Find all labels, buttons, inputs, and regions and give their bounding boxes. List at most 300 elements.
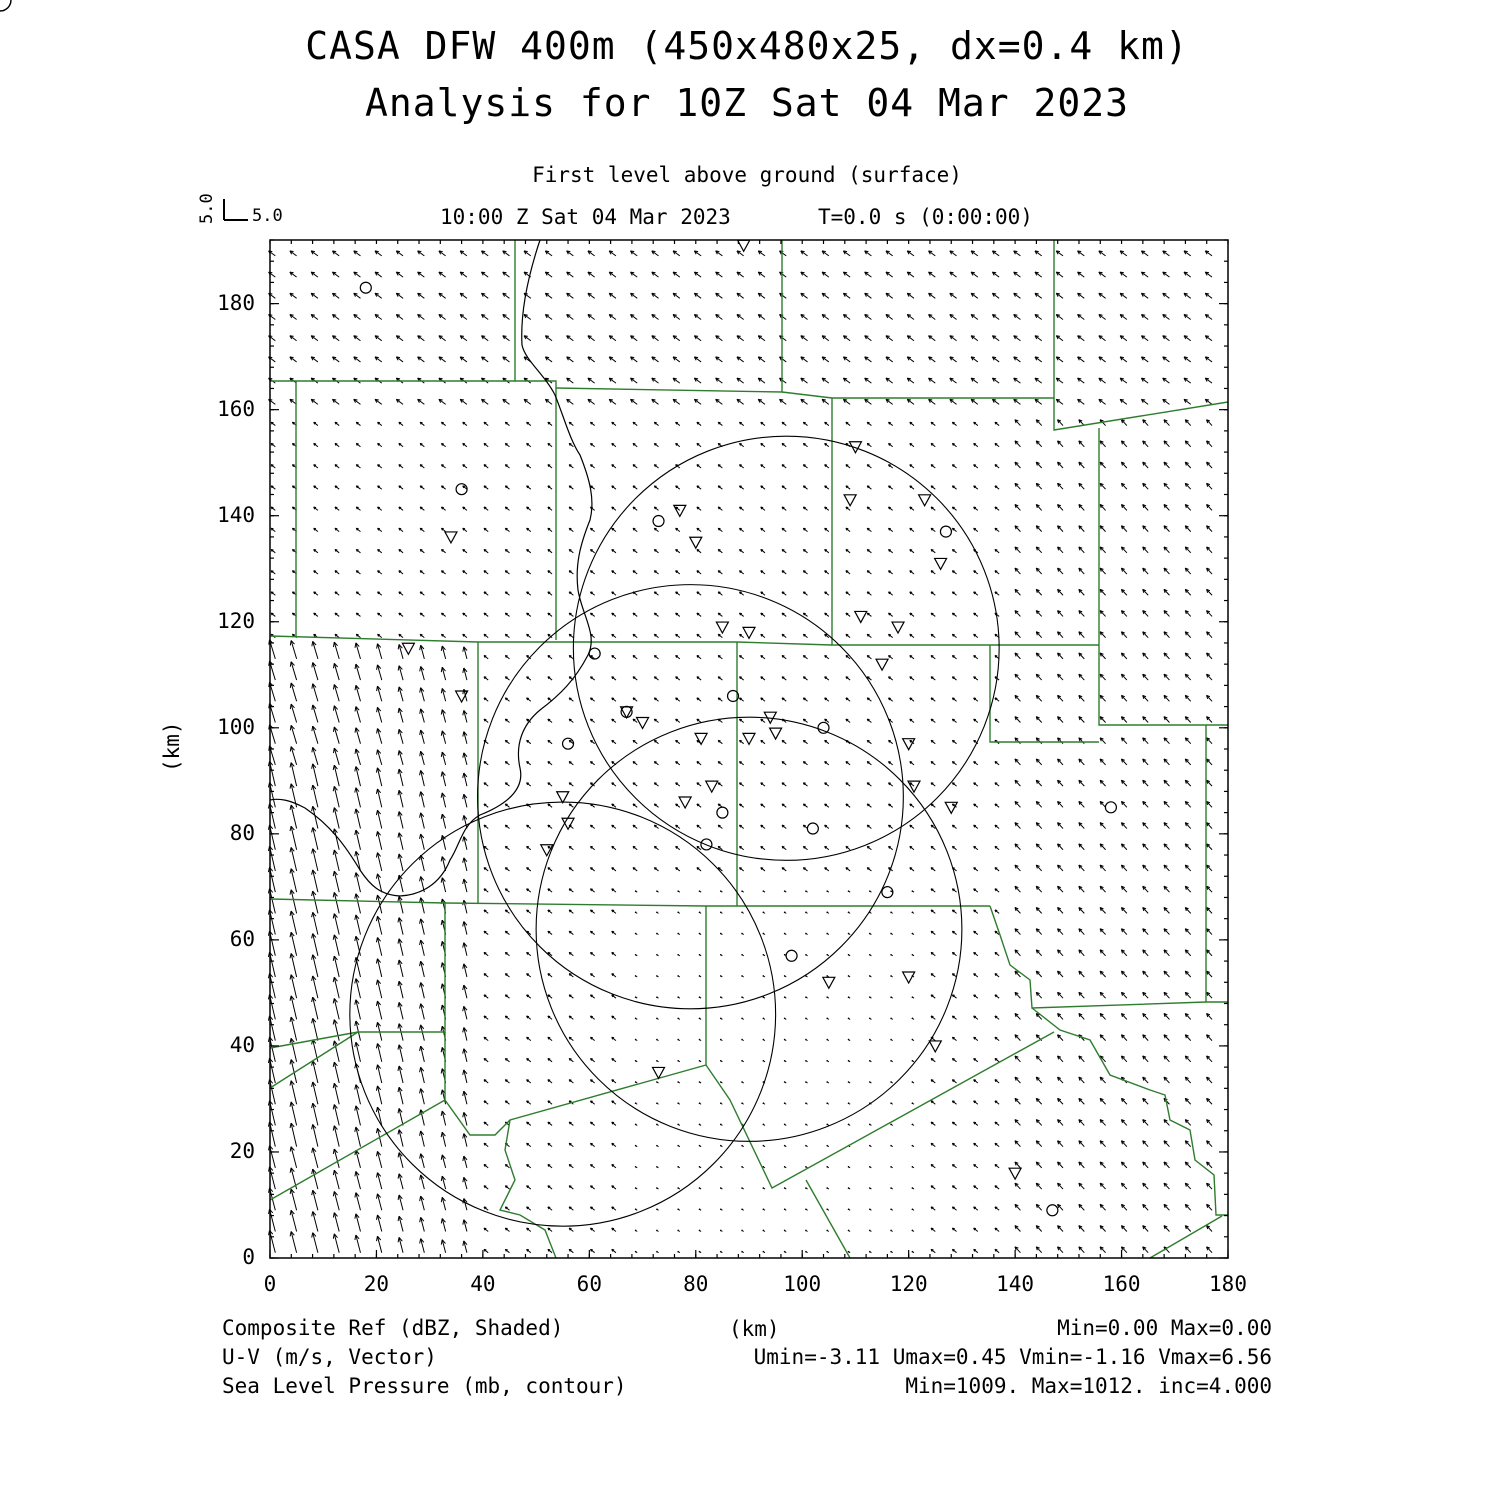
wind-vector: [398, 1066, 403, 1083]
wind-vector: [375, 314, 382, 319]
wind-vector: [843, 378, 850, 383]
wind-vector: [635, 1251, 637, 1252]
wind-vector: [1015, 950, 1020, 956]
wind-vector: [739, 783, 743, 786]
wind-vector: [376, 1236, 381, 1253]
wind-vector: [846, 507, 850, 510]
wind-vector: [1036, 632, 1041, 638]
wind-vector: [865, 314, 872, 319]
wind-vector: [931, 1186, 935, 1189]
station-circle-marker: [653, 516, 664, 527]
wind-vector: [1014, 314, 1021, 319]
wind-vector: [952, 1058, 956, 1061]
wind-vector: [1185, 1183, 1190, 1189]
wind-vector: [527, 613, 531, 616]
wind-vector: [1035, 378, 1042, 383]
wind-vector: [992, 357, 999, 362]
wind-vector: [1036, 759, 1041, 765]
wind-vector: [1079, 1183, 1084, 1189]
wind-vector: [1143, 929, 1148, 935]
wind-vector: [590, 422, 594, 425]
wind-vector: [484, 571, 488, 574]
wind-vector: [312, 849, 318, 871]
wind-vector: [761, 507, 765, 510]
wind-vector: [612, 825, 616, 828]
wind-vector: [891, 1145, 893, 1146]
wind-vector: [995, 783, 999, 786]
wind-vector: [739, 804, 743, 807]
wind-vector: [484, 1101, 488, 1104]
wind-vector: [505, 804, 509, 807]
wind-vector: [931, 931, 935, 934]
wind-vector: [1121, 823, 1126, 829]
wind-vector: [1015, 717, 1020, 723]
wind-vector: [889, 465, 893, 468]
wind-vector: [271, 528, 275, 531]
wind-vector: [439, 399, 446, 404]
wind-vector: [569, 422, 573, 425]
wind-vector: [699, 954, 701, 955]
wind-vector: [612, 1016, 616, 1019]
wind-vector: [290, 1231, 296, 1252]
wind-vector: [1205, 336, 1212, 341]
wind-vector: [1120, 378, 1127, 383]
wind-vector: [612, 1080, 616, 1083]
wind-vector: [995, 804, 999, 807]
wind-vector: [931, 1165, 935, 1168]
wind-vector: [697, 656, 701, 659]
wind-vector: [1207, 865, 1212, 871]
wind-vector: [1207, 632, 1212, 638]
wind-vector: [1184, 336, 1191, 341]
wind-vector: [312, 934, 318, 956]
wind-vector: [1164, 1204, 1169, 1210]
wind-vector: [1058, 950, 1063, 956]
wind-vector: [676, 825, 680, 828]
station-circle-marker: [456, 484, 467, 495]
wind-vector: [782, 592, 786, 595]
wind-vector: [441, 443, 445, 446]
wind-vector: [995, 868, 999, 871]
wind-vector: [1015, 589, 1020, 595]
wind-vector: [377, 644, 382, 659]
wind-vector: [463, 1134, 467, 1147]
wind-vector: [827, 1018, 829, 1019]
wind-vector: [1164, 1035, 1169, 1041]
wind-vector: [891, 1167, 893, 1168]
wind-vector: [1207, 759, 1212, 765]
wind-vector: [420, 898, 425, 914]
wind-vector: [290, 1147, 296, 1168]
wind-vector: [1058, 907, 1063, 913]
wind-vector: [356, 443, 360, 446]
wind-vector: [931, 910, 935, 913]
wind-vector: [676, 422, 680, 425]
wind-vector: [567, 251, 574, 256]
wind-vector: [803, 783, 807, 786]
wind-vector: [931, 507, 935, 510]
wind-vector: [290, 826, 297, 850]
wind-vector: [971, 399, 978, 404]
wind-vector: [569, 1037, 573, 1040]
wind-vector: [376, 789, 381, 807]
wind-vector: [312, 684, 318, 702]
wind-vector: [420, 645, 425, 659]
wind-vector: [889, 422, 893, 425]
wind-vector: [694, 293, 701, 298]
wind-vector: [869, 891, 871, 892]
wind-vector: [1058, 1183, 1063, 1189]
wind-vector: [484, 762, 488, 765]
wind-vector: [333, 1020, 339, 1041]
wind-vector: [805, 891, 807, 892]
wind-vector: [1143, 589, 1148, 595]
wind-vector: [631, 357, 638, 362]
wind-vector: [333, 642, 339, 659]
wind-vector: [869, 1188, 871, 1189]
wind-vector: [355, 1021, 361, 1041]
wind-vector: [974, 1122, 978, 1125]
wind-vector: [931, 486, 935, 489]
wind-vector: [1185, 462, 1190, 468]
wind-vector: [376, 1001, 381, 1019]
wind-vector: [761, 422, 765, 425]
wind-vector: [290, 953, 297, 977]
station-circle-marker: [589, 648, 600, 659]
pressure-contours: [270, 240, 592, 896]
y-tick-label: 140: [217, 502, 255, 527]
wind-vector: [720, 1167, 722, 1168]
wind-vector: [290, 763, 297, 787]
wind-vector: [910, 613, 914, 616]
wind-vector: [1100, 1226, 1105, 1232]
wind-vector: [569, 1122, 573, 1125]
wind-vector: [1100, 695, 1105, 701]
wind-vector: [843, 357, 850, 362]
station-triangle-marker: [770, 728, 782, 739]
wind-vector: [484, 1207, 488, 1210]
wind-vector: [720, 933, 722, 934]
wind-vector: [805, 933, 807, 934]
wind-vector: [1164, 653, 1169, 659]
wind-vector: [1036, 1141, 1041, 1147]
wind-vector: [375, 336, 382, 341]
wind-vector: [737, 272, 744, 277]
wind-vector: [742, 976, 744, 977]
wind-vector: [910, 507, 914, 510]
wind-vector: [995, 507, 999, 510]
wind-vector: [484, 1016, 488, 1019]
wind-vector: [633, 698, 637, 701]
wind-vector: [697, 698, 701, 701]
wind-vector: [952, 592, 956, 595]
station-circle-marker: [717, 807, 728, 818]
wind-vector: [505, 1249, 509, 1252]
wind-vector: [697, 825, 701, 828]
wind-vector: [378, 443, 382, 446]
wind-vector: [995, 825, 999, 828]
wind-vector: [356, 422, 360, 425]
wind-vector: [739, 443, 743, 446]
wind-vector: [1143, 420, 1148, 426]
wind-vector: [420, 1025, 425, 1041]
wind-vector: [1121, 1204, 1126, 1210]
wind-vector: [763, 997, 765, 998]
wind-vector: [763, 976, 765, 977]
wind-vector: [931, 719, 935, 722]
wind-vector: [1036, 1098, 1041, 1104]
wind-vector: [1058, 462, 1063, 468]
wind-vector: [1121, 462, 1126, 468]
wind-vector: [780, 314, 787, 319]
wind-vector: [763, 933, 765, 934]
wind-vector: [718, 592, 722, 595]
wind-vector: [527, 1058, 531, 1061]
wind-vector: [333, 1104, 339, 1125]
wind-vector: [950, 272, 957, 277]
wind-vector: [548, 889, 552, 892]
wind-vector: [869, 1018, 871, 1019]
wind-vector: [441, 507, 445, 510]
wind-vector: [974, 1249, 978, 1252]
wind-vector: [590, 1207, 594, 1210]
wind-vector: [1058, 844, 1063, 850]
wind-vector: [420, 940, 425, 956]
wind-vector: [633, 571, 637, 574]
wind-vector: [889, 613, 893, 616]
wind-vector: [527, 1016, 531, 1019]
wind-vector: [995, 1058, 999, 1061]
wind-vector: [314, 507, 318, 510]
wind-vector: [460, 293, 467, 298]
wind-vector: [1079, 801, 1084, 807]
wind-vector: [801, 293, 808, 298]
wind-vector: [567, 314, 574, 319]
wind-vector: [1014, 336, 1021, 341]
wind-vector: [1164, 483, 1169, 489]
wind-vector: [1143, 1056, 1148, 1062]
wind-vector: [652, 314, 659, 319]
wind-vector: [758, 378, 765, 383]
wind-vector: [1036, 568, 1041, 574]
wind-vector: [590, 1080, 594, 1083]
wind-vector: [720, 912, 722, 913]
wind-vector: [912, 1018, 914, 1019]
wind-vector: [825, 868, 829, 871]
wind-vector: [718, 507, 722, 510]
wind-vector: [398, 1002, 403, 1019]
wind-vector: [761, 719, 765, 722]
wind-vector: [333, 1083, 339, 1104]
wind-vector: [1143, 950, 1148, 956]
wind-vector: [441, 731, 445, 744]
wind-vector: [312, 705, 318, 723]
wind-vector: [889, 804, 893, 807]
wind-vector: [548, 465, 552, 468]
wind-vector: [1100, 1098, 1105, 1104]
wind-vector: [1079, 1098, 1084, 1104]
wind-vector: [673, 314, 680, 319]
wind-vector: [1207, 780, 1212, 786]
wind-vector: [290, 1210, 296, 1231]
wind-vector: [652, 272, 659, 277]
wind-vector: [484, 1058, 488, 1061]
wind-vector: [825, 677, 829, 680]
wind-vector: [697, 783, 701, 786]
wind-vector: [1207, 929, 1212, 935]
wind-vector: [827, 891, 829, 892]
wind-vector: [463, 710, 467, 722]
wind-vector: [505, 698, 509, 701]
wind-vector: [612, 931, 616, 934]
wind-vector: [931, 1058, 935, 1061]
wind-vector: [995, 952, 999, 955]
wind-vector: [588, 251, 595, 256]
wind-vector: [463, 1241, 467, 1253]
wind-vector: [782, 762, 786, 765]
wind-vector: [1143, 971, 1148, 977]
wind-vector: [678, 1082, 680, 1083]
wind-vector: [590, 974, 594, 977]
wind-vector: [974, 613, 978, 616]
wind-vector: [333, 663, 339, 680]
wind-vector: [971, 378, 978, 383]
wind-vector: [1014, 251, 1021, 256]
wind-vector: [333, 871, 339, 892]
wind-vector: [676, 571, 680, 574]
wind-vector: [652, 251, 659, 256]
wind-vector: [1120, 357, 1127, 362]
wind-vector: [548, 995, 552, 998]
wind-vector: [463, 613, 467, 616]
wind-vector: [631, 314, 638, 319]
radar-range-ring: [536, 717, 962, 1141]
wind-vector: [910, 762, 914, 765]
wind-vector: [633, 783, 637, 786]
wind-vector: [1036, 483, 1041, 489]
wind-vector: [1079, 717, 1084, 723]
wind-vector: [1207, 844, 1212, 850]
wind-vector: [1058, 929, 1063, 935]
wind-vector: [463, 1049, 467, 1062]
wind-vector: [1185, 695, 1190, 701]
wind-vector: [1058, 886, 1063, 892]
wind-vector: [656, 1018, 658, 1019]
wind-vector: [974, 1186, 978, 1189]
wind-vector: [846, 719, 850, 722]
wind-vector: [355, 894, 361, 914]
wind-vector: [822, 336, 829, 341]
wind-vector: [656, 1060, 658, 1061]
wind-vector: [803, 422, 807, 425]
wind-vector: [588, 399, 595, 404]
wind-vector: [867, 762, 871, 765]
wind-vector: [290, 747, 296, 765]
wind-vector: [290, 805, 297, 829]
wind-vector: [974, 486, 978, 489]
wind-vector: [995, 1249, 999, 1252]
wind-vector: [805, 1209, 807, 1210]
wind-vector: [763, 1124, 765, 1125]
wind-vector: [974, 1080, 978, 1083]
wind-vector: [612, 634, 616, 637]
wind-vector: [782, 507, 786, 510]
wind-vector: [1185, 801, 1190, 807]
wind-vector: [699, 1188, 701, 1189]
wind-vector: [805, 1018, 807, 1019]
wind-vector: [931, 698, 935, 701]
wind-vector: [463, 1220, 467, 1232]
wind-vector: [612, 528, 616, 531]
wind-vector: [590, 443, 594, 446]
wind-vector: [441, 422, 445, 425]
wind-vector: [929, 314, 936, 319]
wind-vector: [763, 891, 765, 892]
wind-vector: [697, 486, 701, 489]
wind-vector: [1164, 780, 1169, 786]
wind-vector: [1143, 759, 1148, 765]
wind-vector: [333, 850, 339, 871]
wind-vector: [995, 1143, 999, 1146]
wind-vector: [463, 773, 467, 786]
wind-vector: [699, 1167, 701, 1168]
wind-vector: [569, 1143, 573, 1146]
wind-vector: [356, 465, 360, 468]
wind-vector: [1185, 1162, 1190, 1168]
wind-vector: [527, 422, 531, 425]
wind-vector: [867, 592, 871, 595]
wind-vector: [848, 954, 850, 955]
wind-vector: [612, 613, 616, 616]
wind-vector: [1058, 653, 1063, 659]
wind-vector: [742, 912, 744, 913]
wind-vector: [590, 1101, 594, 1104]
wind-vector: [825, 846, 829, 849]
wind-vector: [784, 997, 786, 998]
wind-vector: [825, 783, 829, 786]
wind-vector: [312, 764, 318, 786]
wind-vector: [569, 592, 573, 595]
wind-vector: [355, 936, 361, 956]
wind-vector: [503, 293, 510, 298]
wind-vector: [378, 613, 382, 616]
wind-vector: [867, 549, 871, 552]
legend-stats-wind: Umin=-3.11 Umax=0.45 Vmin=-1.16 Vmax=6.56: [753, 1345, 1272, 1369]
wind-vector: [481, 293, 488, 298]
wind-vector: [1164, 505, 1169, 511]
wind-vector: [548, 1143, 552, 1146]
wind-vector: [974, 825, 978, 828]
wind-vector: [1184, 378, 1191, 383]
wind-vector: [656, 1188, 658, 1189]
wind-vector: [780, 336, 787, 341]
wind-vector: [420, 613, 424, 616]
station-circle-marker: [882, 887, 893, 898]
wind-vector: [907, 272, 914, 277]
wind-vector: [527, 571, 531, 574]
wind-vector: [699, 1103, 701, 1104]
wind-vector: [398, 769, 403, 786]
wind-vector: [1207, 971, 1212, 977]
wind-vector: [1164, 971, 1169, 977]
wind-vector: [891, 1060, 893, 1061]
wind-vector: [420, 751, 425, 765]
wind-vector: [865, 336, 872, 341]
wind-vector: [398, 875, 403, 892]
wind-vector: [1079, 1077, 1084, 1083]
wind-vector: [463, 753, 467, 765]
wind-vector: [355, 788, 361, 808]
